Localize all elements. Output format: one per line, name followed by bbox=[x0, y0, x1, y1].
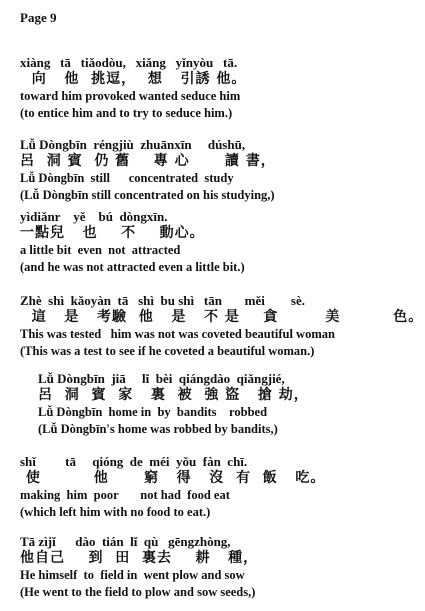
gloss-line: Lǚ Dòngbīn still concentrated study bbox=[20, 171, 234, 185]
pinyin-line: Tā zìjǐ dào tián lǐ qù gēngzhòng, bbox=[20, 534, 231, 549]
translation-line: (He went to the field to plow and sow seeds,) bbox=[20, 585, 256, 599]
passage-block bbox=[20, 136, 415, 204]
gloss-line: Lǚ Dòngbīn home in by bandits robbed bbox=[38, 405, 268, 419]
chinese-line: 呂 洞 賓 仍 舊 專 心 讀 書， bbox=[20, 153, 276, 169]
gloss-line: He himself to field in went plow and sow bbox=[20, 568, 245, 582]
gloss-line: toward him provoked wanted seduce him bbox=[20, 89, 241, 103]
passage-block bbox=[20, 208, 415, 276]
chinese-line: 這 是 考驗 他 是 不 是 貪 美 色。 bbox=[20, 309, 424, 325]
pinyin-line: Lǚ Dòngbīn réngjiù zhuānxīn dúshū, bbox=[20, 137, 246, 152]
chinese-line: 向 他 挑逗， 想 引誘 他。 bbox=[20, 71, 247, 87]
chinese-line: 使 他 窮 得 沒 有 飯 吃。 bbox=[20, 470, 326, 486]
translation-line: (to entice him and to try to seduce him.) bbox=[20, 106, 233, 120]
passage-block bbox=[38, 370, 425, 438]
gloss-line: making him poor not had food eat bbox=[20, 488, 230, 502]
pinyin-line: Zhè shì kǎoyàn tā shì bu shì tān měi sè. bbox=[20, 293, 305, 308]
gloss-line: a little bit even not attracted bbox=[20, 243, 181, 257]
translation-line: (and he was not attracted even a little bit.) bbox=[20, 260, 245, 274]
page-number: Page 9 bbox=[20, 10, 57, 25]
pinyin-line: shǐ tā qióng de méi yǒu fàn chī. bbox=[20, 454, 248, 469]
passage-block bbox=[20, 453, 415, 521]
chinese-line: 呂 洞 賓 家 裏 被 強 盜 搶 劫， bbox=[38, 387, 309, 403]
passage-block bbox=[20, 54, 415, 122]
translation-line: (This was a test to see if he coveted a beautiful woman.) bbox=[20, 344, 315, 358]
translation-line: (Lǚ Dòngbīn still concentrated on his studying,) bbox=[20, 188, 275, 202]
pinyin-line: xiàng tā tiǎodòu, xiǎng yǐnyòu tā. bbox=[20, 55, 238, 70]
passage-block bbox=[20, 533, 415, 601]
chinese-line: 他自己 到 田 裏去 耕 種， bbox=[20, 550, 259, 566]
gloss-line: This was tested him was not was coveted beautiful woman bbox=[20, 327, 335, 341]
translation-line: (which left him with no food to eat.) bbox=[20, 505, 211, 519]
passage-block bbox=[20, 292, 424, 360]
pinyin-line: yìdiǎnr yě bú dòngxīn. bbox=[20, 209, 168, 224]
chinese-line: 一點兒 也 不 動心。 bbox=[20, 225, 205, 241]
translation-line: (Lǚ Dòngbīn's home was robbed by bandits,) bbox=[38, 422, 278, 436]
pinyin-line: Lǚ Dòngbīn jiā lǐ bèi qiángdào qiǎngjié, bbox=[38, 371, 285, 386]
